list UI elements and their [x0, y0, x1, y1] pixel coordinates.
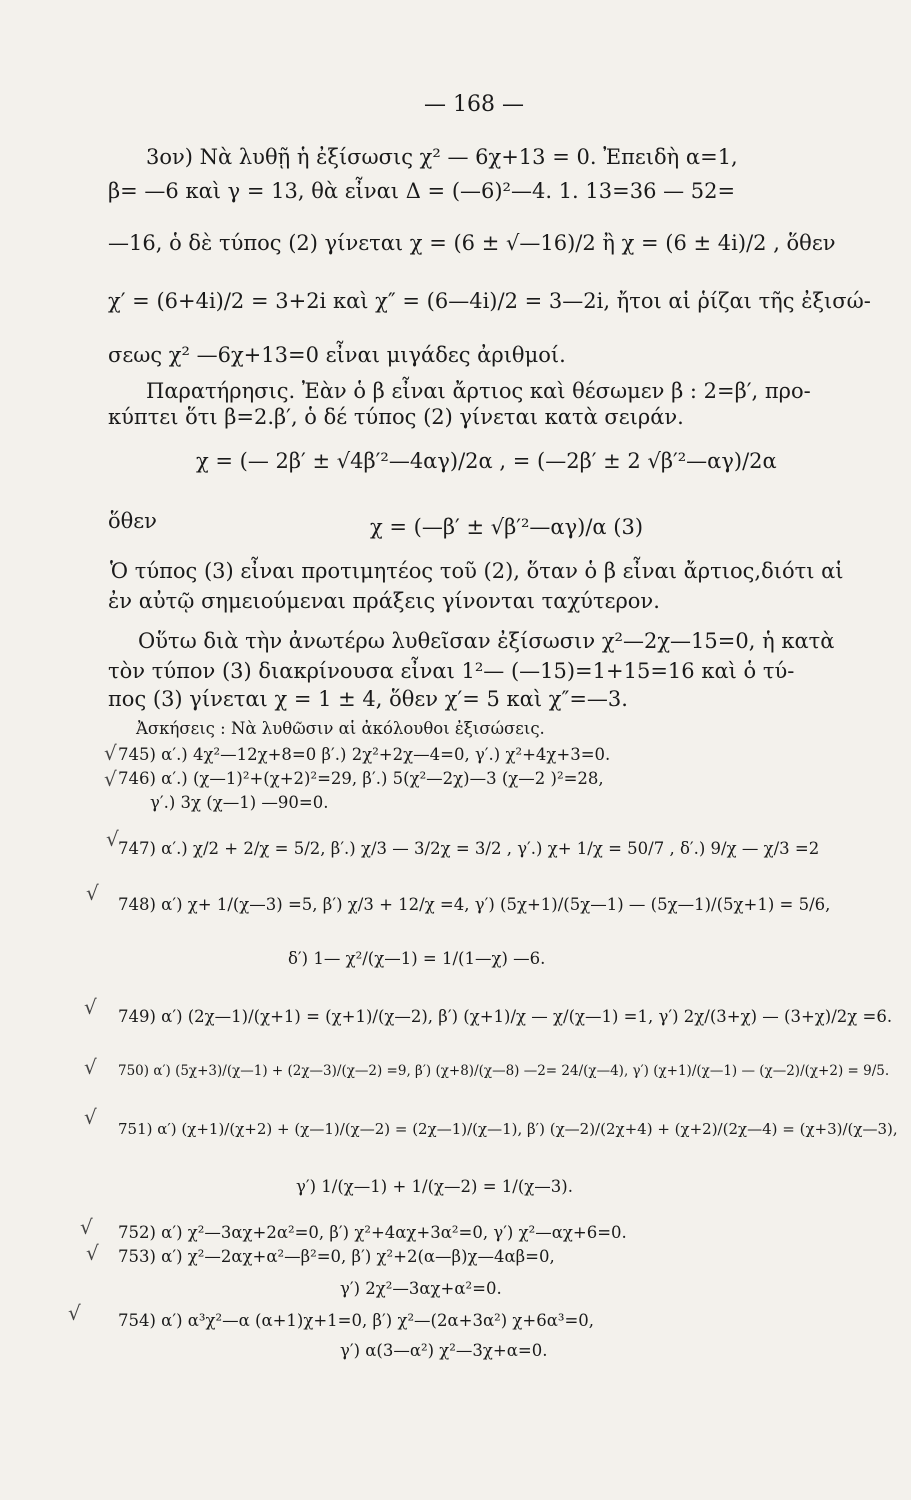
- handwritten-check-icon: √: [84, 995, 97, 1019]
- text-line: γ′) 2χ²—3αχ+α²=0.: [340, 1279, 502, 1298]
- handwritten-check-icon: √: [84, 1105, 97, 1129]
- text-line: κύπτει ὅτι β=2.β′, ὁ δέ τύπος (2) γίνεται κατὰ σειράν.: [108, 405, 684, 429]
- handwritten-check-icon: √: [68, 1301, 81, 1325]
- text-line: ἐν αὐτῷ σημειούμεναι πράξεις γίνονται ταχύτερον.: [108, 589, 660, 613]
- text-line: 749) α′) (2χ—1)/(χ+1) = (χ+1)/(χ—2), β′) (χ+1)/χ — χ/(χ—1) =1, γ′) 2χ/(3+χ) — (3+χ)/2χ =6.: [118, 1007, 893, 1026]
- text-line: 747) α′.) χ/2 + 2/χ = 5/2, β′.) χ/3 — 3/2χ = 3/2 , γ′.) χ+ 1/χ = 50/7 , δ′.) 9/χ — χ/3 =2: [118, 839, 820, 858]
- text-line: Παρατήρησις. Ἐὰν ὁ β εἶναι ἄρτιος καὶ θέσωμεν β : 2=β′, προ-: [146, 379, 811, 403]
- handwritten-check-icon: √: [86, 1241, 99, 1265]
- text-line: Ὁ τύπος (3) εἶναι προτιμητέος τοῦ (2), ὅταν ὁ β εἶναι ἄρτιος,διότι αἱ: [110, 559, 844, 583]
- page-number: — 168 —: [424, 92, 524, 117]
- text-line: γ′.) 3χ (χ—1) —90=0.: [150, 793, 329, 812]
- text-line: 751) α′) (χ+1)/(χ+2) + (χ—1)/(χ—2) = (2χ—1)/(χ—1), β′) (χ—2)/(2χ+4) + (χ+2)/(2χ—4) = (χ+3)/(χ—3),: [118, 1120, 898, 1138]
- handwritten-check-icon: √: [104, 741, 117, 765]
- text-line: 3ον) Νὰ λυθῇ ἡ ἐξίσωσις χ² — 6χ+13 = 0. Ἐπειδὴ α=1,: [146, 145, 738, 169]
- text-line: 752) α′) χ²—3αχ+2α²=0, β′) χ²+4αχ+3α²=0, γ′) χ²—αχ+6=0.: [118, 1223, 627, 1242]
- text-line: ὅθεν: [108, 509, 157, 533]
- text-line: γ′) α(3—α²) χ²—3χ+α=0.: [340, 1341, 548, 1360]
- text-line: Ἀσκήσεις : Νὰ λυθῶσιν αἱ ἀκόλουθοι ἐξισώσεις.: [136, 719, 545, 738]
- text-line: β= —6 καὶ γ = 13, θὰ εἶναι Δ = (—6)²—4. 1. 13=36 — 52=: [108, 179, 736, 203]
- text-line: 748) α′) χ+ 1/(χ—3) =5, β′) χ/3 + 12/χ =4, γ′) (5χ+1)/(5χ—1) — (5χ—1)/(5χ+1) = 5/6,: [118, 895, 831, 914]
- text-line: χ′ = (6+4i)/2 = 3+2i καὶ χ″ = (6—4i)/2 = 3—2i, ἤτοι αἱ ῥίζαι τῆς ἐξισώ-: [108, 289, 871, 313]
- text-line: δ′) 1— χ²/(χ—1) = 1/(1—χ) —6.: [288, 949, 546, 968]
- text-line: χ = (—β′ ± √β′²—αγ)/α (3): [370, 515, 644, 539]
- text-line: Οὕτω διὰ τὴν ἀνωτέρω λυθεῖσαν ἐξίσωσιν χ²—2χ—15=0, ἡ κατὰ: [138, 629, 835, 653]
- text-line: πος (3) γίνεται χ = 1 ± 4, ὅθεν χ′= 5 καὶ χ″=—3.: [108, 687, 628, 711]
- handwritten-check-icon: √: [84, 1055, 97, 1079]
- handwritten-check-icon: √: [104, 767, 117, 791]
- text-line: 750) α′) (5χ+3)/(χ—1) + (2χ—3)/(χ—2) =9, β′) (χ+8)/(χ—8) —2= 24/(χ—4), γ′) (χ+1)/(χ—1) — (χ—2)/(χ+2) = 9/5.: [118, 1063, 890, 1079]
- text-line: 753) α′) χ²—2αχ+α²—β²=0, β′) χ²+2(α—β)χ—4αβ=0,: [118, 1247, 555, 1266]
- handwritten-check-icon: √: [80, 1215, 93, 1239]
- text-line: χ = (— 2β′ ± √4β′²—4αγ)/2α , = (—2β′ ± 2 √β′²—αγ)/2α: [196, 449, 777, 473]
- text-line: 746) α′.) (χ—1)²+(χ+2)²=29, β′.) 5(χ²—2χ)—3 (χ—2 )²=28,: [118, 769, 604, 788]
- text-line: γ′) 1/(χ—1) + 1/(χ—2) = 1/(χ—3).: [296, 1177, 573, 1196]
- handwritten-check-icon: √: [106, 827, 119, 851]
- handwritten-check-icon: √: [86, 881, 99, 905]
- text-line: —16, ὁ δὲ τύπος (2) γίνεται χ = (6 ± √—16)/2 ἢ χ = (6 ± 4i)/2 , ὅθεν: [108, 231, 836, 255]
- text-line: σεως χ² —6χ+13=0 εἶναι μιγάδες ἀριθμοί.: [108, 343, 566, 367]
- text-line: 745) α′.) 4χ²—12χ+8=0 β′.) 2χ²+2χ—4=0, γ′.) χ²+4χ+3=0.: [118, 745, 611, 764]
- text-line: 754) α′) α³χ²—α (α+1)χ+1=0, β′) χ²—(2α+3α²) χ+6α³=0,: [118, 1311, 595, 1330]
- text-line: τὸν τύπον (3) διακρίνουσα εἶναι 1²— (—15)=1+15=16 καὶ ὁ τύ-: [108, 659, 795, 683]
